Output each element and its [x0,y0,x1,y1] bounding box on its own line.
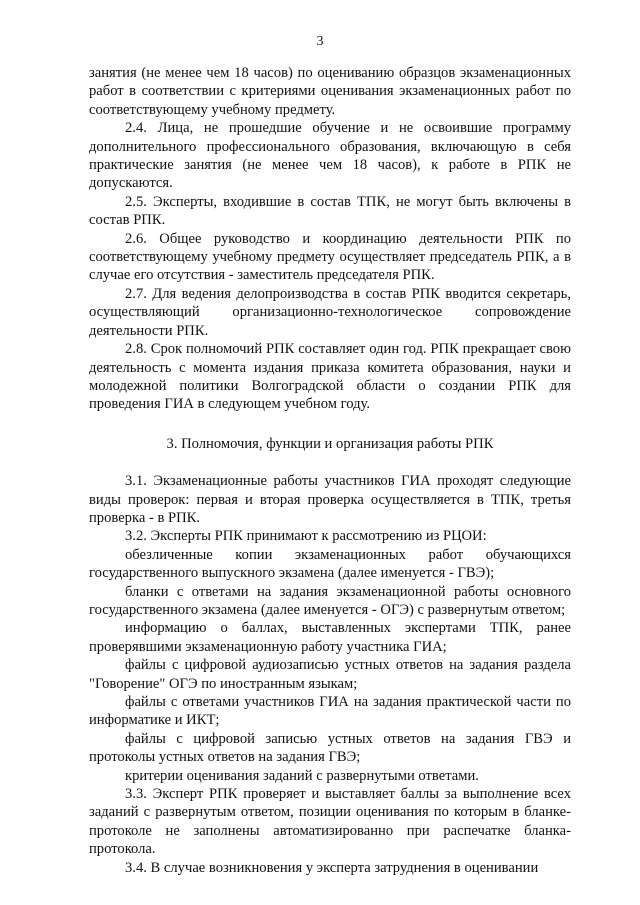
paragraph-2-5: 2.5. Эксперты, входившие в состав ТПК, не могут быть включены в состав РПК. [89,193,571,229]
paragraph-3-4: 3.4. В случае возникновения у эксперта затруднения в оценивании [125,859,539,876]
list-item-audio-files: файлы с цифровой аудиозаписью устных ответов на задания раздела "Говорение" ОГЭ по иностранным языкам; [89,657,571,692]
document-body [89,64,571,877]
list-item-oge-forms: бланки с ответами на задания экзаменационной работы основного государственного экзамена (далее именуется - ОГЭ) с развернутым ответом; [89,583,571,618]
paragraph-continuation: занятия (не менее чем 18 часов) по оцениванию образцов экзаменационных работ в соответствии с критериями оценивания экзаменационных работ по соответствующему учебному предмету. [89,65,571,118]
paragraph-2-7: 2.7. Для ведения делопроизводства в состав РПК вводится секретарь, осуществляющий организационно-технологическое сопровождение деятельности РПК. [89,285,571,339]
paragraph-3-1: 3.1. Экзаменационные работы участников ГИА проходят следующие виды проверок: первая и вторая проверка осуществляется в ТПК, третья проверка - в РПК. [89,473,571,526]
list-item-gve-oral-files: файлы с цифровой записью устных ответов на задания ГВЭ и протоколы устных ответов на задания ГВЭ; [89,730,571,766]
list-item-informatics-files: файлы с ответами участников ГИА на задания практической части по информатике и ИКТ; [89,694,571,729]
paragraph-3-2: 3.2. Эксперты РПК принимают к рассмотрению из РЦОИ: [125,528,487,545]
section-heading: 3. Полномочия, функции и организация работы РПК [166,435,494,452]
list-item-criteria: критерии оценивания заданий с развернутыми ответами. [125,767,479,784]
page-number: 3 [316,34,324,49]
paragraph-2-6: 2.6. Общее руководство и координацию деятельности РПК по соответствующему учебному предмету осуществляет председатель РПК, а в случае его отсутствия - заместитель председателя РПК. [89,230,571,284]
list-item-gve-copies: обезличенные копии экзаменационных работ обучающихся государственного выпускного экзамена (далее именуется - ГВЭ); [89,546,571,582]
list-item-tpk-scores: информацию о баллах, выставленных экспертами ТПК, ранее проверявшими экзаменационную работу участника ГИА; [89,620,571,655]
paragraph-3-3: 3.3. Эксперт РПК проверяет и выставляет баллы за выполнение всех заданий с развернутым ответом, позиции оценивания по которым в бланке-протоколе не заполнены автоматизированно при распечатке бланка-протокола. [89,786,571,858]
paragraph-2-4: 2.4. Лица, не прошедшие обучение и не освоившие программу дополнительного профессионального образования, включающую в себя практические занятия (не менее чем 18 часов), к работе в РПК не допускаются. [89,120,571,192]
paragraph-2-8: 2.8. Срок полномочий РПК составляет один год. РПК прекращает свою деятельность с момента издания приказа комитета образования, науки и молодежной политики Волгоградской области о создании РПК для проведения ГИА в следующем учебном году. [89,341,571,413]
